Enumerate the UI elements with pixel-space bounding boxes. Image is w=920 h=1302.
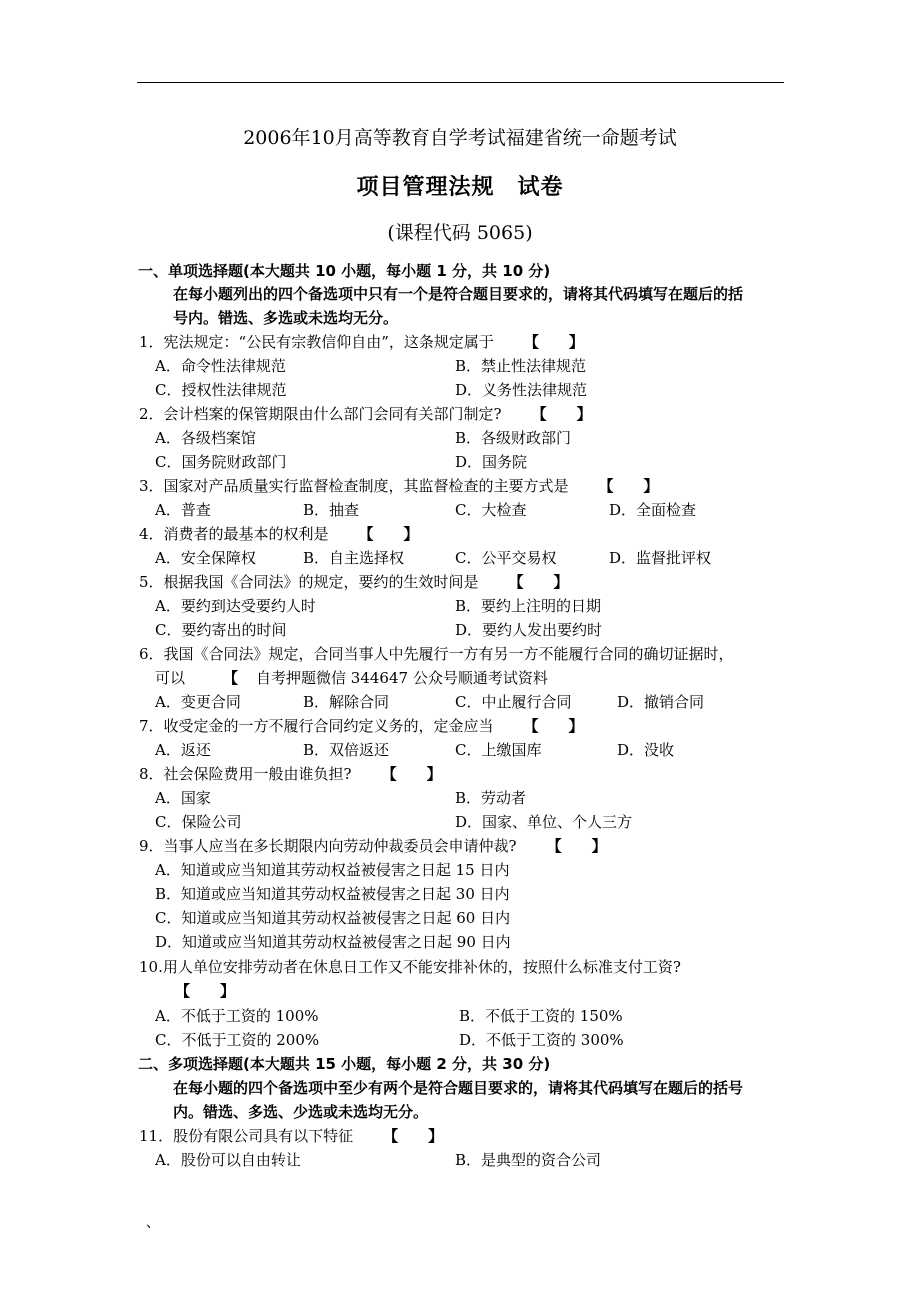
answer-bracket: 【 】 bbox=[381, 765, 442, 783]
option: D．撤销合同 bbox=[617, 693, 705, 711]
option: A．要约到达受要约人时 bbox=[155, 597, 316, 615]
option: A．普查 bbox=[155, 501, 211, 519]
answer-bracket: 【 】 bbox=[598, 477, 659, 495]
answer-bracket: 【 】 bbox=[383, 1127, 444, 1145]
option: C．上缴国库 bbox=[455, 741, 542, 759]
option: A．知道或应当知道其劳动权益被侵害之日起 15 日内 bbox=[155, 861, 510, 879]
option: D．不低于工资的 300% bbox=[459, 1031, 624, 1049]
section-heading: 一、单项选择题(本大题共 10 小题，每小题 1 分，共 10 分) bbox=[138, 262, 551, 280]
option: A．股份可以自由转让 bbox=[155, 1151, 301, 1169]
option: B．抽查 bbox=[303, 501, 360, 519]
question-stem: 9．当事人应当在多长期限内向劳动仲裁委员会申请仲裁? 【 】 bbox=[139, 837, 607, 855]
answer-bracket: 【 】 bbox=[531, 405, 592, 423]
answer-bracket: 【 】 bbox=[358, 525, 419, 543]
course-code: (课程代码 5065) bbox=[387, 222, 533, 244]
option: C．国务院财政部门 bbox=[155, 453, 287, 471]
option: C．不低于工资的 200% bbox=[155, 1031, 320, 1049]
option: D．知道或应当知道其劳动权益被侵害之日起 90 日内 bbox=[155, 933, 511, 951]
option: D．全面检查 bbox=[609, 501, 697, 519]
question-stem: 1．宪法规定：“公民有宗教信仰自由”，这条规定属于 【 】 bbox=[139, 333, 584, 351]
question-stem: 11．股份有限公司具有以下特征 【 】 bbox=[139, 1127, 444, 1145]
section-instructions: 内。错选、多选、少选或未选均无分。 bbox=[173, 1103, 429, 1121]
exam-title: 2006年10月高等教育自学考试福建省统一命题考试 bbox=[243, 127, 677, 149]
answer-bracket: 【 】 bbox=[546, 837, 607, 855]
watermark-note: 自考押题微信 344647 公众号顺通考试资料 bbox=[256, 669, 548, 687]
answer-bracket: 【 】 bbox=[175, 982, 236, 1000]
option: D．义务性法律规范 bbox=[455, 381, 588, 399]
section-heading: 二、多项选择题(本大题共 15 小题，每小题 2 分，共 30 分) bbox=[138, 1055, 551, 1073]
option: B．双倍返还 bbox=[303, 741, 390, 759]
option: C．保险公司 bbox=[155, 813, 242, 831]
question-stem: 8．社会保险费用一般由谁负担? 【 】 bbox=[139, 765, 442, 783]
option: C．公平交易权 bbox=[455, 549, 557, 567]
answer-bracket: 【 】 bbox=[508, 573, 569, 591]
section-instructions: 号内。错选、多选或未选均无分。 bbox=[173, 309, 399, 327]
answer-bracket: 【 bbox=[223, 669, 239, 687]
option: D．监督批评权 bbox=[609, 549, 712, 567]
answer-bracket: 【 】 bbox=[523, 717, 584, 735]
question-stem-continued: 可以 【 自考押题微信 344647 公众号顺通考试资料 bbox=[155, 669, 548, 687]
question-stem: 5．根据我国《合同法》的规定，要约的生效时间是 【 】 bbox=[139, 573, 569, 591]
option: B．是典型的资合公司 bbox=[455, 1151, 602, 1169]
option: A．命令性法律规范 bbox=[155, 357, 286, 375]
option: D．国务院 bbox=[455, 453, 528, 471]
option: B．劳动者 bbox=[455, 789, 527, 807]
option: B．解除合同 bbox=[303, 693, 390, 711]
question-stem: 4．消费者的最基本的权利是 【 】 bbox=[139, 525, 419, 543]
question-stem: 2．会计档案的保管期限由什么部门会同有关部门制定? 【 】 bbox=[139, 405, 592, 423]
question-stem: 3．国家对产品质量实行监督检查制度，其监督检查的主要方式是 【 】 bbox=[139, 477, 659, 495]
footer-mark: 、 bbox=[146, 1215, 160, 1231]
option: B．自主选择权 bbox=[303, 549, 405, 567]
option: A．变更合同 bbox=[155, 693, 241, 711]
option: C．大检查 bbox=[455, 501, 527, 519]
option: D．国家、单位、个人三方 bbox=[455, 813, 633, 831]
option: C．要约寄出的时间 bbox=[155, 621, 287, 639]
option: C．知道或应当知道其劳动权益被侵害之日起 60 日内 bbox=[155, 909, 511, 927]
question-stem: 7．收受定金的一方不履行合同约定义务的，定金应当 【 】 bbox=[139, 717, 584, 735]
question-stem: 10.用人单位安排劳动者在休息日工作又不能安排补休的，按照什么标准支付工资? bbox=[139, 958, 681, 976]
header-rule bbox=[137, 82, 784, 83]
option: A．返还 bbox=[155, 741, 211, 759]
section-instructions: 在每小题的四个备选项中至少有两个是符合题目要求的，请将其代码填写在题后的括号 bbox=[173, 1079, 744, 1097]
option: A．不低于工资的 100% bbox=[155, 1007, 319, 1025]
option: A．国家 bbox=[155, 789, 211, 807]
option: D．没收 bbox=[617, 741, 675, 759]
option: B．不低于工资的 150% bbox=[459, 1007, 623, 1025]
option: A．各级档案馆 bbox=[155, 429, 256, 447]
option: C．授权性法律规范 bbox=[155, 381, 287, 399]
question-stem: 6．我国《合同法》规定，合同当事人中先履行一方有另一方不能履行合同的确切证据时， bbox=[139, 645, 734, 663]
option: A．安全保障权 bbox=[155, 549, 256, 567]
option: C．中止履行合同 bbox=[455, 693, 572, 711]
option: B．禁止性法律规范 bbox=[455, 357, 587, 375]
option: D．要约人发出要约时 bbox=[455, 621, 603, 639]
option: B．要约上注明的日期 bbox=[455, 597, 602, 615]
section-instructions: 在每小题列出的四个备选项中只有一个是符合题目要求的，请将其代码填写在题后的括 bbox=[173, 285, 744, 303]
option: B．各级财政部门 bbox=[455, 429, 572, 447]
option: B．知道或应当知道其劳动权益被侵害之日起 30 日内 bbox=[155, 885, 510, 903]
subject-title: 项目管理法规 试卷 bbox=[356, 175, 564, 200]
answer-bracket: 【 】 bbox=[523, 333, 584, 351]
